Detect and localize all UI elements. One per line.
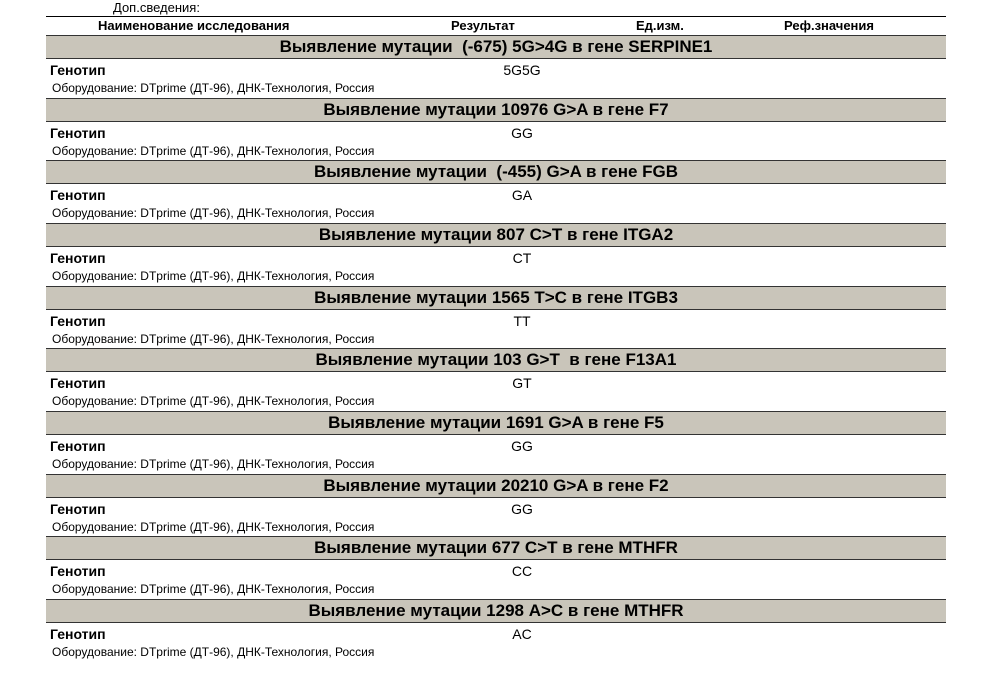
header-reference: Реф.значения: [784, 18, 874, 33]
section-title: Выявление мутации 1298 A>C в гене MTHFR: [46, 599, 946, 623]
genotype-label: Генотип: [50, 313, 106, 329]
genotype-value: GG: [511, 438, 533, 454]
genotype-label: Генотип: [50, 125, 106, 141]
section-title: Выявление мутации (-455) G>A в гене FGB: [46, 160, 946, 184]
genotype-value: AC: [512, 626, 532, 642]
genotype-value: GG: [511, 125, 533, 141]
test-section: [46, 599, 946, 661]
genotype-label: Генотип: [50, 250, 106, 266]
equipment-note: Оборудование: DTprime (ДТ-96), ДНК-Технология, Россия: [52, 582, 375, 596]
section-title: Выявление мутации 1565 T>C в гене ITGB3: [46, 286, 946, 310]
equipment-note: Оборудование: DTprime (ДТ-96), ДНК-Технология, Россия: [52, 144, 375, 158]
header-result: Результат: [451, 18, 515, 33]
genotype-label: Генотип: [50, 438, 106, 454]
test-section: [46, 536, 946, 598]
genotype-value: CT: [512, 250, 532, 266]
genotype-label: Генотип: [50, 626, 106, 642]
equipment-note: Оборудование: DTprime (ДТ-96), ДНК-Технология, Россия: [52, 332, 375, 346]
genotype-label: Генотип: [50, 501, 106, 517]
equipment-note: Оборудование: DTprime (ДТ-96), ДНК-Технология, Россия: [52, 457, 375, 471]
genotype-value: 5G5G: [503, 62, 541, 78]
genotype-label: Генотип: [50, 187, 106, 203]
genotype-label: Генотип: [50, 563, 106, 579]
section-title: Выявление мутации 20210 G>A в гене F2: [46, 474, 946, 498]
test-section: [46, 98, 946, 160]
genotype-value: CC: [511, 563, 533, 579]
test-section: [46, 411, 946, 473]
genotype-value: GT: [512, 375, 532, 391]
equipment-note: Оборудование: DTprime (ДТ-96), ДНК-Технология, Россия: [52, 269, 375, 283]
equipment-note: Оборудование: DTprime (ДТ-96), ДНК-Технология, Россия: [52, 520, 375, 534]
genotype-value: GG: [511, 501, 533, 517]
section-title: Выявление мутации 1691 G>A в гене F5: [46, 411, 946, 435]
header-unit: Ед.изм.: [636, 18, 684, 33]
test-section: [46, 160, 946, 222]
equipment-note: Оборудование: DTprime (ДТ-96), ДНК-Технология, Россия: [52, 394, 375, 408]
test-section: [46, 474, 946, 536]
test-section: [46, 35, 946, 97]
test-section: [46, 223, 946, 285]
genotype-label: Генотип: [50, 62, 106, 78]
genotype-value: GA: [511, 187, 533, 203]
test-section: [46, 348, 946, 410]
genotype-value: TT: [513, 313, 531, 329]
equipment-note: Оборудование: DTprime (ДТ-96), ДНК-Технология, Россия: [52, 81, 375, 95]
genotype-label: Генотип: [50, 375, 106, 391]
equipment-note: Оборудование: DTprime (ДТ-96), ДНК-Технология, Россия: [52, 645, 375, 659]
section-title: Выявление мутации (-675) 5G>4G в гене SERPINE1: [46, 35, 946, 59]
section-title: Выявление мутации 677 C>T в гене MTHFR: [46, 536, 946, 560]
header-test-name: Наименование исследования: [98, 18, 290, 33]
section-title: Выявление мутации 10976 G>A в гене F7: [46, 98, 946, 122]
section-title: Выявление мутации 807 C>T в гене ITGA2: [46, 223, 946, 247]
section-title: Выявление мутации 103 G>T в гене F13A1: [46, 348, 946, 372]
equipment-note: Оборудование: DTprime (ДТ-96), ДНК-Технология, Россия: [52, 206, 375, 220]
additional-info-label: Доп.сведения:: [113, 0, 200, 15]
test-section: [46, 286, 946, 348]
table-header: [46, 16, 946, 35]
